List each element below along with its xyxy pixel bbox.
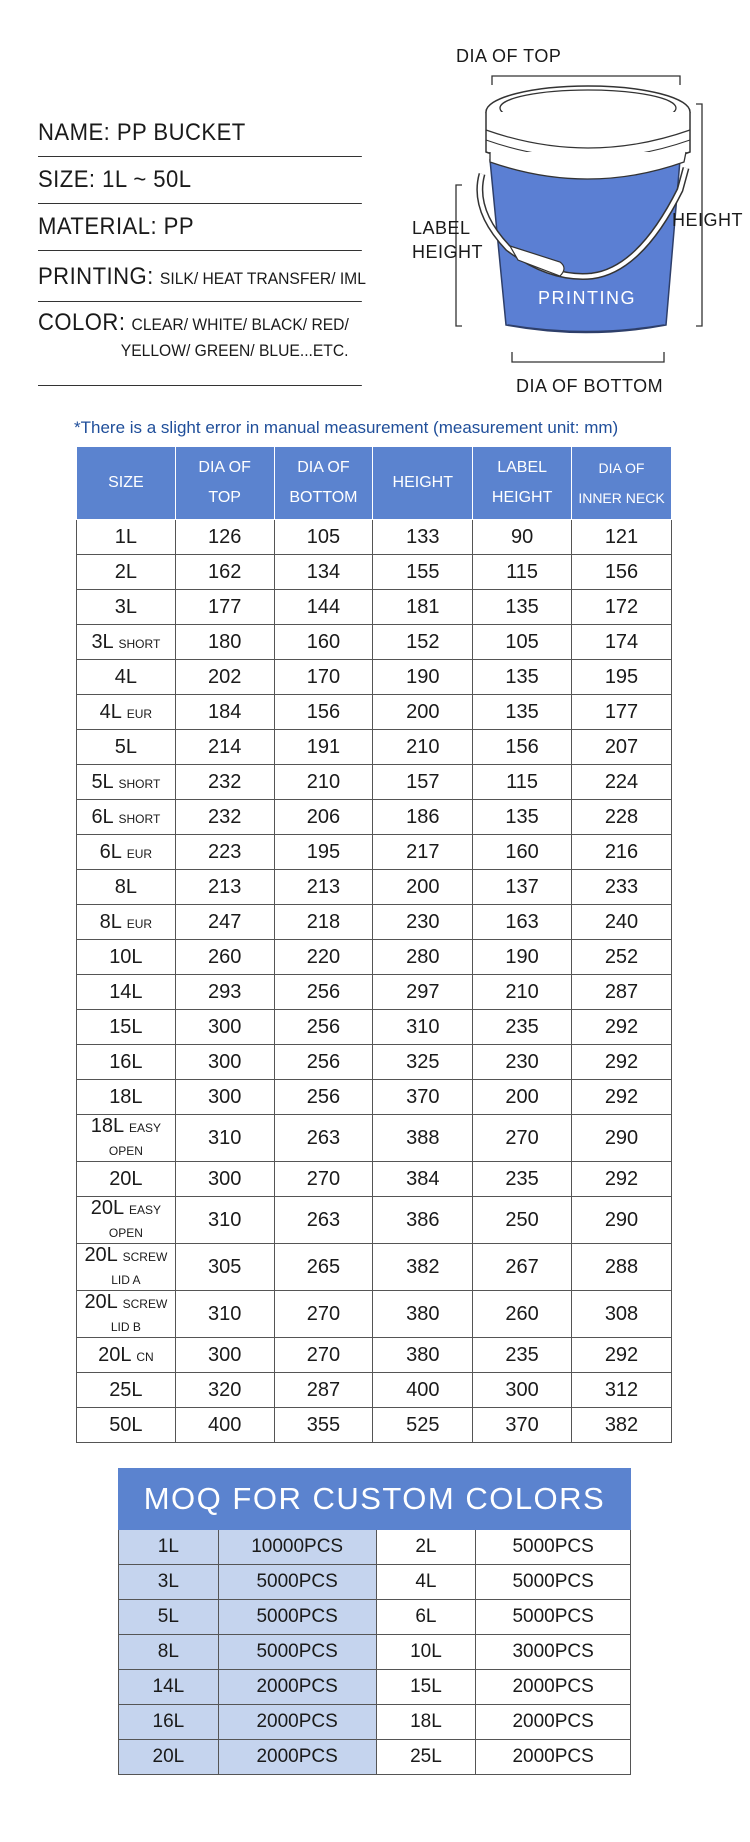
size-cell [77,835,176,870]
measure-cell: 233 [572,870,672,905]
measure-cell: 220 [274,940,373,975]
header-line: TOP [208,489,241,506]
spec-size: SIZE: 1L ~ 50L [38,157,362,204]
moq-qty-cell: 10000PCS [218,1530,376,1565]
size-value: 20L [84,1291,118,1313]
measure-cell: 260 [473,1291,572,1338]
size-value: 16L [109,1050,143,1073]
measure-cell: 160 [274,625,373,660]
size-cell [77,1338,176,1373]
measure-cell: 230 [373,905,473,940]
header-line: DIA OF [598,460,645,476]
size-value: 25L [109,1378,143,1401]
measure-cell: 280 [373,940,473,975]
size-value: 20L [98,1343,131,1366]
measure-cell: 370 [373,1080,473,1115]
moq-qty-cell: 2000PCS [476,1670,631,1705]
measure-cell: 213 [274,870,373,905]
measure-cell: 263 [274,1115,373,1162]
size-table-header-cell [274,447,373,520]
moq-size-cell: 8L [119,1635,219,1670]
table-row [77,1244,672,1291]
measure-cell: 170 [274,660,373,695]
size-value: 50L [109,1413,143,1436]
measure-cell: 157 [373,765,473,800]
size-cell [77,1197,176,1244]
size-suffix: SHORT [118,811,161,826]
moq-size-cell: 10L [376,1635,476,1670]
dia-bottom-label: DIA OF BOTTOM [516,376,664,396]
measure-cell: 135 [473,590,572,625]
moq-qty-cell: 5000PCS [218,1635,376,1670]
measure-cell: 288 [572,1244,672,1291]
size-cell [77,520,176,555]
size-cell [77,590,176,625]
size-cell [77,1080,176,1115]
measure-cell: 312 [572,1373,672,1408]
measure-cell: 310 [175,1197,274,1244]
measure-cell: 210 [274,765,373,800]
size-cell [77,870,176,905]
moq-size-cell: 14L [119,1670,219,1705]
measure-cell: 177 [572,695,672,730]
table-row [77,695,672,730]
table-row [77,1291,672,1338]
size-table-header [77,447,672,520]
measure-cell: 133 [373,520,473,555]
table-row [77,660,672,695]
measure-cell: 382 [373,1244,473,1291]
size-cell [77,1291,176,1338]
size-cell [77,765,176,800]
measure-cell: 235 [473,1338,572,1373]
header-line: DIA OF [297,459,350,476]
measure-cell: 292 [572,1010,672,1045]
size-cell [77,1244,176,1291]
measure-cell: 121 [572,520,672,555]
moq-qty-cell: 5000PCS [476,1600,631,1635]
measure-cell: 216 [572,835,672,870]
size-cell [77,800,176,835]
measure-cell: 217 [373,835,473,870]
measure-cell: 292 [572,1338,672,1373]
measure-cell: 256 [274,1080,373,1115]
size-value: 6L [99,840,122,863]
measure-cell: 135 [473,660,572,695]
measure-cell: 308 [572,1291,672,1338]
measure-cell: 235 [473,1162,572,1197]
measure-cell: 105 [473,625,572,660]
moq-qty-cell: 2000PCS [476,1705,631,1740]
spec-color-line1: CLEAR/ WHITE/ BLACK/ RED/ [131,315,349,334]
size-table-header-cell [175,447,274,520]
size-value: 15L [109,1015,143,1038]
measure-cell: 230 [473,1045,572,1080]
measure-cell: 250 [473,1197,572,1244]
header-line: HEIGHT [392,474,453,491]
measure-cell: 325 [373,1045,473,1080]
measure-cell: 293 [175,975,274,1010]
size-value: 20L [109,1167,143,1190]
table-row [77,1197,672,1244]
measure-cell: 105 [274,520,373,555]
measure-cell: 144 [274,590,373,625]
measure-cell: 210 [373,730,473,765]
measure-cell: 218 [274,905,373,940]
measure-cell: 162 [175,555,274,590]
product-spec-list [38,110,390,386]
measure-cell: 380 [373,1291,473,1338]
measure-cell: 195 [274,835,373,870]
measure-cell: 213 [175,870,274,905]
measure-cell: 160 [473,835,572,870]
bucket-diagram [400,40,744,410]
table-row [77,1408,672,1443]
measure-cell: 305 [175,1244,274,1291]
measure-cell: 235 [473,1010,572,1045]
size-suffix: CN [136,1349,154,1364]
moq-size-cell: 3L [119,1565,219,1600]
size-cell [77,1408,176,1443]
moq-size-cell: 15L [376,1670,476,1705]
size-table-header-cell [473,447,572,520]
spec-printing-value: SILK/ HEAT TRANSFER/ IML [159,269,366,288]
measure-cell: 155 [373,555,473,590]
measure-cell: 115 [473,555,572,590]
measure-cell: 214 [175,730,274,765]
measure-cell: 525 [373,1408,473,1443]
size-cell [77,940,176,975]
size-cell [77,1045,176,1080]
size-value: 18L [90,1115,124,1137]
measure-cell: 300 [175,1080,274,1115]
measure-cell: 240 [572,905,672,940]
measure-cell: 152 [373,625,473,660]
measure-cell: 177 [175,590,274,625]
size-table-body [77,520,672,1443]
measure-cell: 135 [473,695,572,730]
size-cell [77,1115,176,1162]
size-cell [77,730,176,765]
measure-cell: 195 [572,660,672,695]
measure-cell: 232 [175,800,274,835]
label-height-label-2: HEIGHT [412,242,484,262]
header-line: DIA OF [198,459,251,476]
measure-cell: 202 [175,660,274,695]
measure-cell: 270 [274,1162,373,1197]
size-suffix: EASY OPEN [108,1203,161,1240]
measure-cell: 297 [373,975,473,1010]
moq-qty-cell: 3000PCS [476,1635,631,1670]
measure-cell: 247 [175,905,274,940]
printing-label: PRINTING [538,288,637,308]
size-value: 8L [99,910,122,933]
moq-title: MOQ FOR CUSTOM COLORS [119,1469,631,1530]
measure-cell: 386 [373,1197,473,1244]
table-row [77,870,672,905]
size-value: 10L [109,945,143,968]
table-row [77,1338,672,1373]
measure-cell: 355 [274,1408,373,1443]
size-value: 4L [99,700,122,723]
measure-cell: 232 [175,765,274,800]
measure-cell: 384 [373,1162,473,1197]
measure-cell: 292 [572,1162,672,1197]
moq-qty-cell: 2000PCS [218,1705,376,1740]
measure-cell: 180 [175,625,274,660]
measure-cell: 300 [175,1162,274,1197]
moq-row [119,1530,631,1565]
measure-cell: 380 [373,1338,473,1373]
measure-cell: 200 [373,870,473,905]
size-cell [77,1162,176,1197]
measure-cell: 300 [175,1045,274,1080]
measure-cell: 252 [572,940,672,975]
header-line: HEIGHT [491,489,553,506]
moq-row [119,1565,631,1600]
measure-cell: 290 [572,1197,672,1244]
moq-size-cell: 20L [119,1740,219,1775]
header-line: BOTTOM [289,489,358,506]
table-row [77,975,672,1010]
moq-qty-cell: 2000PCS [476,1740,631,1775]
table-row [77,1115,672,1162]
moq-row [119,1670,631,1705]
size-value: 3L [91,630,113,653]
moq-size-cell: 25L [376,1740,476,1775]
size-table-header-cell [77,447,176,520]
measure-cell: 186 [373,800,473,835]
moq-qty-cell: 2000PCS [218,1740,376,1775]
size-suffix: EASY OPEN [108,1121,161,1158]
size-cell [77,975,176,1010]
measure-cell: 400 [373,1373,473,1408]
moq-size-cell: 6L [376,1600,476,1635]
measure-cell: 270 [274,1338,373,1373]
measure-cell: 370 [473,1408,572,1443]
size-suffix: SHORT [118,776,161,791]
moq-qty-cell: 2000PCS [218,1670,376,1705]
measure-cell: 287 [274,1373,373,1408]
size-value: 14L [109,980,143,1003]
size-value: 5L [91,770,113,793]
size-value: 5L [114,735,137,758]
measure-cell: 135 [473,800,572,835]
measure-cell: 224 [572,765,672,800]
size-value: 20L [84,1244,118,1266]
spec-name: NAME: PP BUCKET [38,110,362,157]
measure-cell: 156 [473,730,572,765]
size-cell [77,555,176,590]
measure-cell: 190 [473,940,572,975]
measure-cell: 256 [274,975,373,1010]
measure-cell: 265 [274,1244,373,1291]
size-suffix: EUR [126,846,153,861]
measure-cell: 290 [572,1115,672,1162]
measure-cell: 310 [175,1115,274,1162]
measure-cell: 270 [473,1115,572,1162]
size-cell [77,625,176,660]
measure-cell: 163 [473,905,572,940]
table-row [77,800,672,835]
table-row [77,730,672,765]
table-row [77,1045,672,1080]
table-row [77,905,672,940]
size-value: 3L [114,595,137,618]
size-value: 20L [90,1197,124,1219]
spec-color-line2: YELLOW/ GREEN/ BLUE...ETC. [120,341,349,360]
measure-cell: 184 [175,695,274,730]
moq-size-cell: 2L [376,1530,476,1565]
size-cell [77,1010,176,1045]
moq-qty-cell: 5000PCS [476,1530,631,1565]
table-row [77,765,672,800]
table-row [77,1010,672,1045]
measure-cell: 200 [373,695,473,730]
measure-cell: 287 [572,975,672,1010]
size-suffix: SCREW LID A [111,1250,168,1287]
measure-cell: 270 [274,1291,373,1338]
size-value: 6L [91,805,113,828]
table-row [77,1373,672,1408]
moq-qty-cell: 5000PCS [218,1600,376,1635]
moq-size-cell: 4L [376,1565,476,1600]
moq-size-cell: 16L [119,1705,219,1740]
measure-cell: 181 [373,590,473,625]
measure-cell: 115 [473,765,572,800]
size-cell [77,905,176,940]
measure-cell: 156 [274,695,373,730]
size-value: 2L [114,560,137,583]
measure-cell: 156 [572,555,672,590]
measure-cell: 267 [473,1244,572,1291]
table-row [77,1162,672,1197]
moq-qty-cell: 5000PCS [218,1565,376,1600]
size-suffix: EUR [126,916,153,931]
measure-cell: 134 [274,555,373,590]
measure-cell: 137 [473,870,572,905]
measure-cell: 256 [274,1045,373,1080]
measure-cell: 190 [373,660,473,695]
measure-cell: 388 [373,1115,473,1162]
measure-cell: 207 [572,730,672,765]
table-row [77,625,672,660]
measurement-note: *There is a slight error in manual measurement (measurement unit: mm) [74,418,619,437]
table-row [77,590,672,625]
moq-row [119,1635,631,1670]
measure-cell: 382 [572,1408,672,1443]
measure-cell: 320 [175,1373,274,1408]
table-row [77,1080,672,1115]
size-suffix: SHORT [118,636,161,651]
measure-cell: 300 [175,1338,274,1373]
height-label: HEIGHT [672,210,744,230]
size-table-header-cell [572,447,672,520]
spec-color: COLOR: CLEAR/ WHITE/ BLACK/ RED/ YELLOW/ GREEN/ BLUE...ETC. [38,302,362,386]
moq-size-cell: 18L [376,1705,476,1740]
moq-table [118,1468,631,1775]
size-cell [77,1373,176,1408]
moq-qty-cell: 5000PCS [476,1565,631,1600]
measure-cell: 263 [274,1197,373,1244]
size-cell [77,660,176,695]
size-table [76,446,672,1443]
measure-cell: 126 [175,520,274,555]
moq-row [119,1600,631,1635]
header-line: INNER NECK [578,490,665,506]
label-height-label-1: LABEL [412,218,471,238]
size-suffix: SCREW LID B [110,1297,168,1334]
size-table-header-cell [373,447,473,520]
measure-cell: 292 [572,1080,672,1115]
header-line: SIZE [108,474,144,491]
moq-row [119,1705,631,1740]
measure-cell: 300 [175,1010,274,1045]
measure-cell: 228 [572,800,672,835]
size-value: 8L [114,875,137,898]
size-suffix: EUR [126,706,153,721]
spec-material: MATERIAL: PP [38,204,362,251]
size-value: 18L [109,1085,143,1108]
dia-top-label: DIA OF TOP [456,46,562,66]
moq-size-cell: 5L [119,1600,219,1635]
measure-cell: 223 [175,835,274,870]
measure-cell: 200 [473,1080,572,1115]
size-cell [77,695,176,730]
table-row [77,940,672,975]
moq-table-body [119,1530,631,1775]
measure-cell: 260 [175,940,274,975]
header-line: LABEL [497,459,548,476]
spec-printing: PRINTING: SILK/ HEAT TRANSFER/ IML [38,251,362,302]
size-value: 1L [114,525,137,548]
measure-cell: 292 [572,1045,672,1080]
measure-cell: 206 [274,800,373,835]
measure-cell: 172 [572,590,672,625]
measure-cell: 300 [473,1373,572,1408]
measure-cell: 400 [175,1408,274,1443]
measure-cell: 174 [572,625,672,660]
measure-cell: 210 [473,975,572,1010]
measure-cell: 191 [274,730,373,765]
size-value: 4L [114,665,137,688]
measure-cell: 310 [373,1010,473,1045]
table-row [77,520,672,555]
table-row [77,835,672,870]
moq-size-cell: 1L [119,1530,219,1565]
measure-cell: 256 [274,1010,373,1045]
table-row [77,555,672,590]
measure-cell: 90 [473,520,572,555]
moq-row [119,1740,631,1775]
measure-cell: 310 [175,1291,274,1338]
